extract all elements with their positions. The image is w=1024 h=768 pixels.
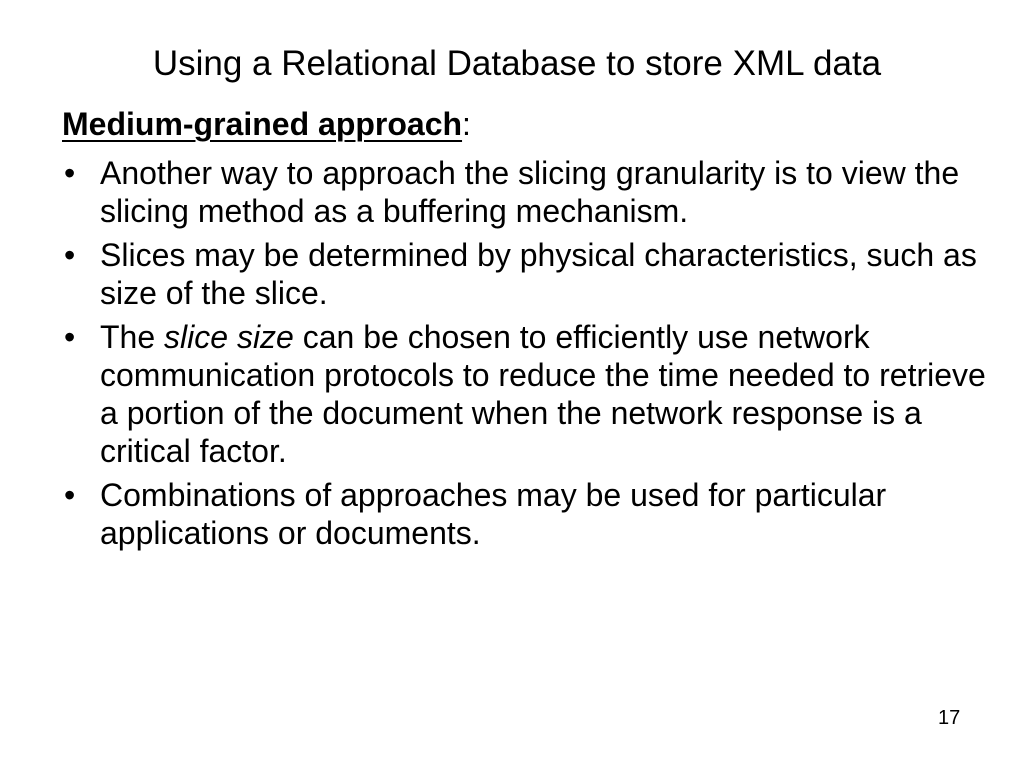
- bullet-text-italic-term: slice size: [164, 319, 294, 355]
- bullet-text: Slices may be determined by physical characteristics, such as size of the slice.: [100, 237, 977, 311]
- bullet-item: [62, 154, 1012, 230]
- section-heading-colon: :: [462, 106, 471, 142]
- bullet-item: [62, 318, 1012, 470]
- bullet-list: [62, 154, 1012, 558]
- bullet-text-lead: The: [100, 319, 165, 355]
- bullet-dot-icon: •: [64, 319, 76, 355]
- bullet-item: [62, 236, 1012, 312]
- bullet-item: [62, 476, 1012, 552]
- section-heading-emphasis: Medium-grained approach: [62, 106, 463, 142]
- bullet-dot-icon: •: [64, 155, 76, 191]
- bullet-text: Combinations of approaches may be used for particular applications or documents.: [100, 477, 887, 551]
- bullet-text-rest: can be chosen to efficiently use network communication protocols to reduce the time needed to retrieve a portion of the document when the network response is a critical factor.: [100, 319, 986, 469]
- bullet-text: [100, 319, 986, 469]
- section-heading: [62, 104, 471, 144]
- page-number: 17: [938, 707, 961, 729]
- bullet-dot-icon: •: [64, 477, 76, 513]
- bullet-dot-icon: •: [64, 237, 76, 273]
- bullet-text: Another way to approach the slicing granularity is to view the slicing method as a buffering mechanism.: [100, 155, 960, 229]
- slide-title: Using a Relational Database to store XML data: [152, 44, 882, 83]
